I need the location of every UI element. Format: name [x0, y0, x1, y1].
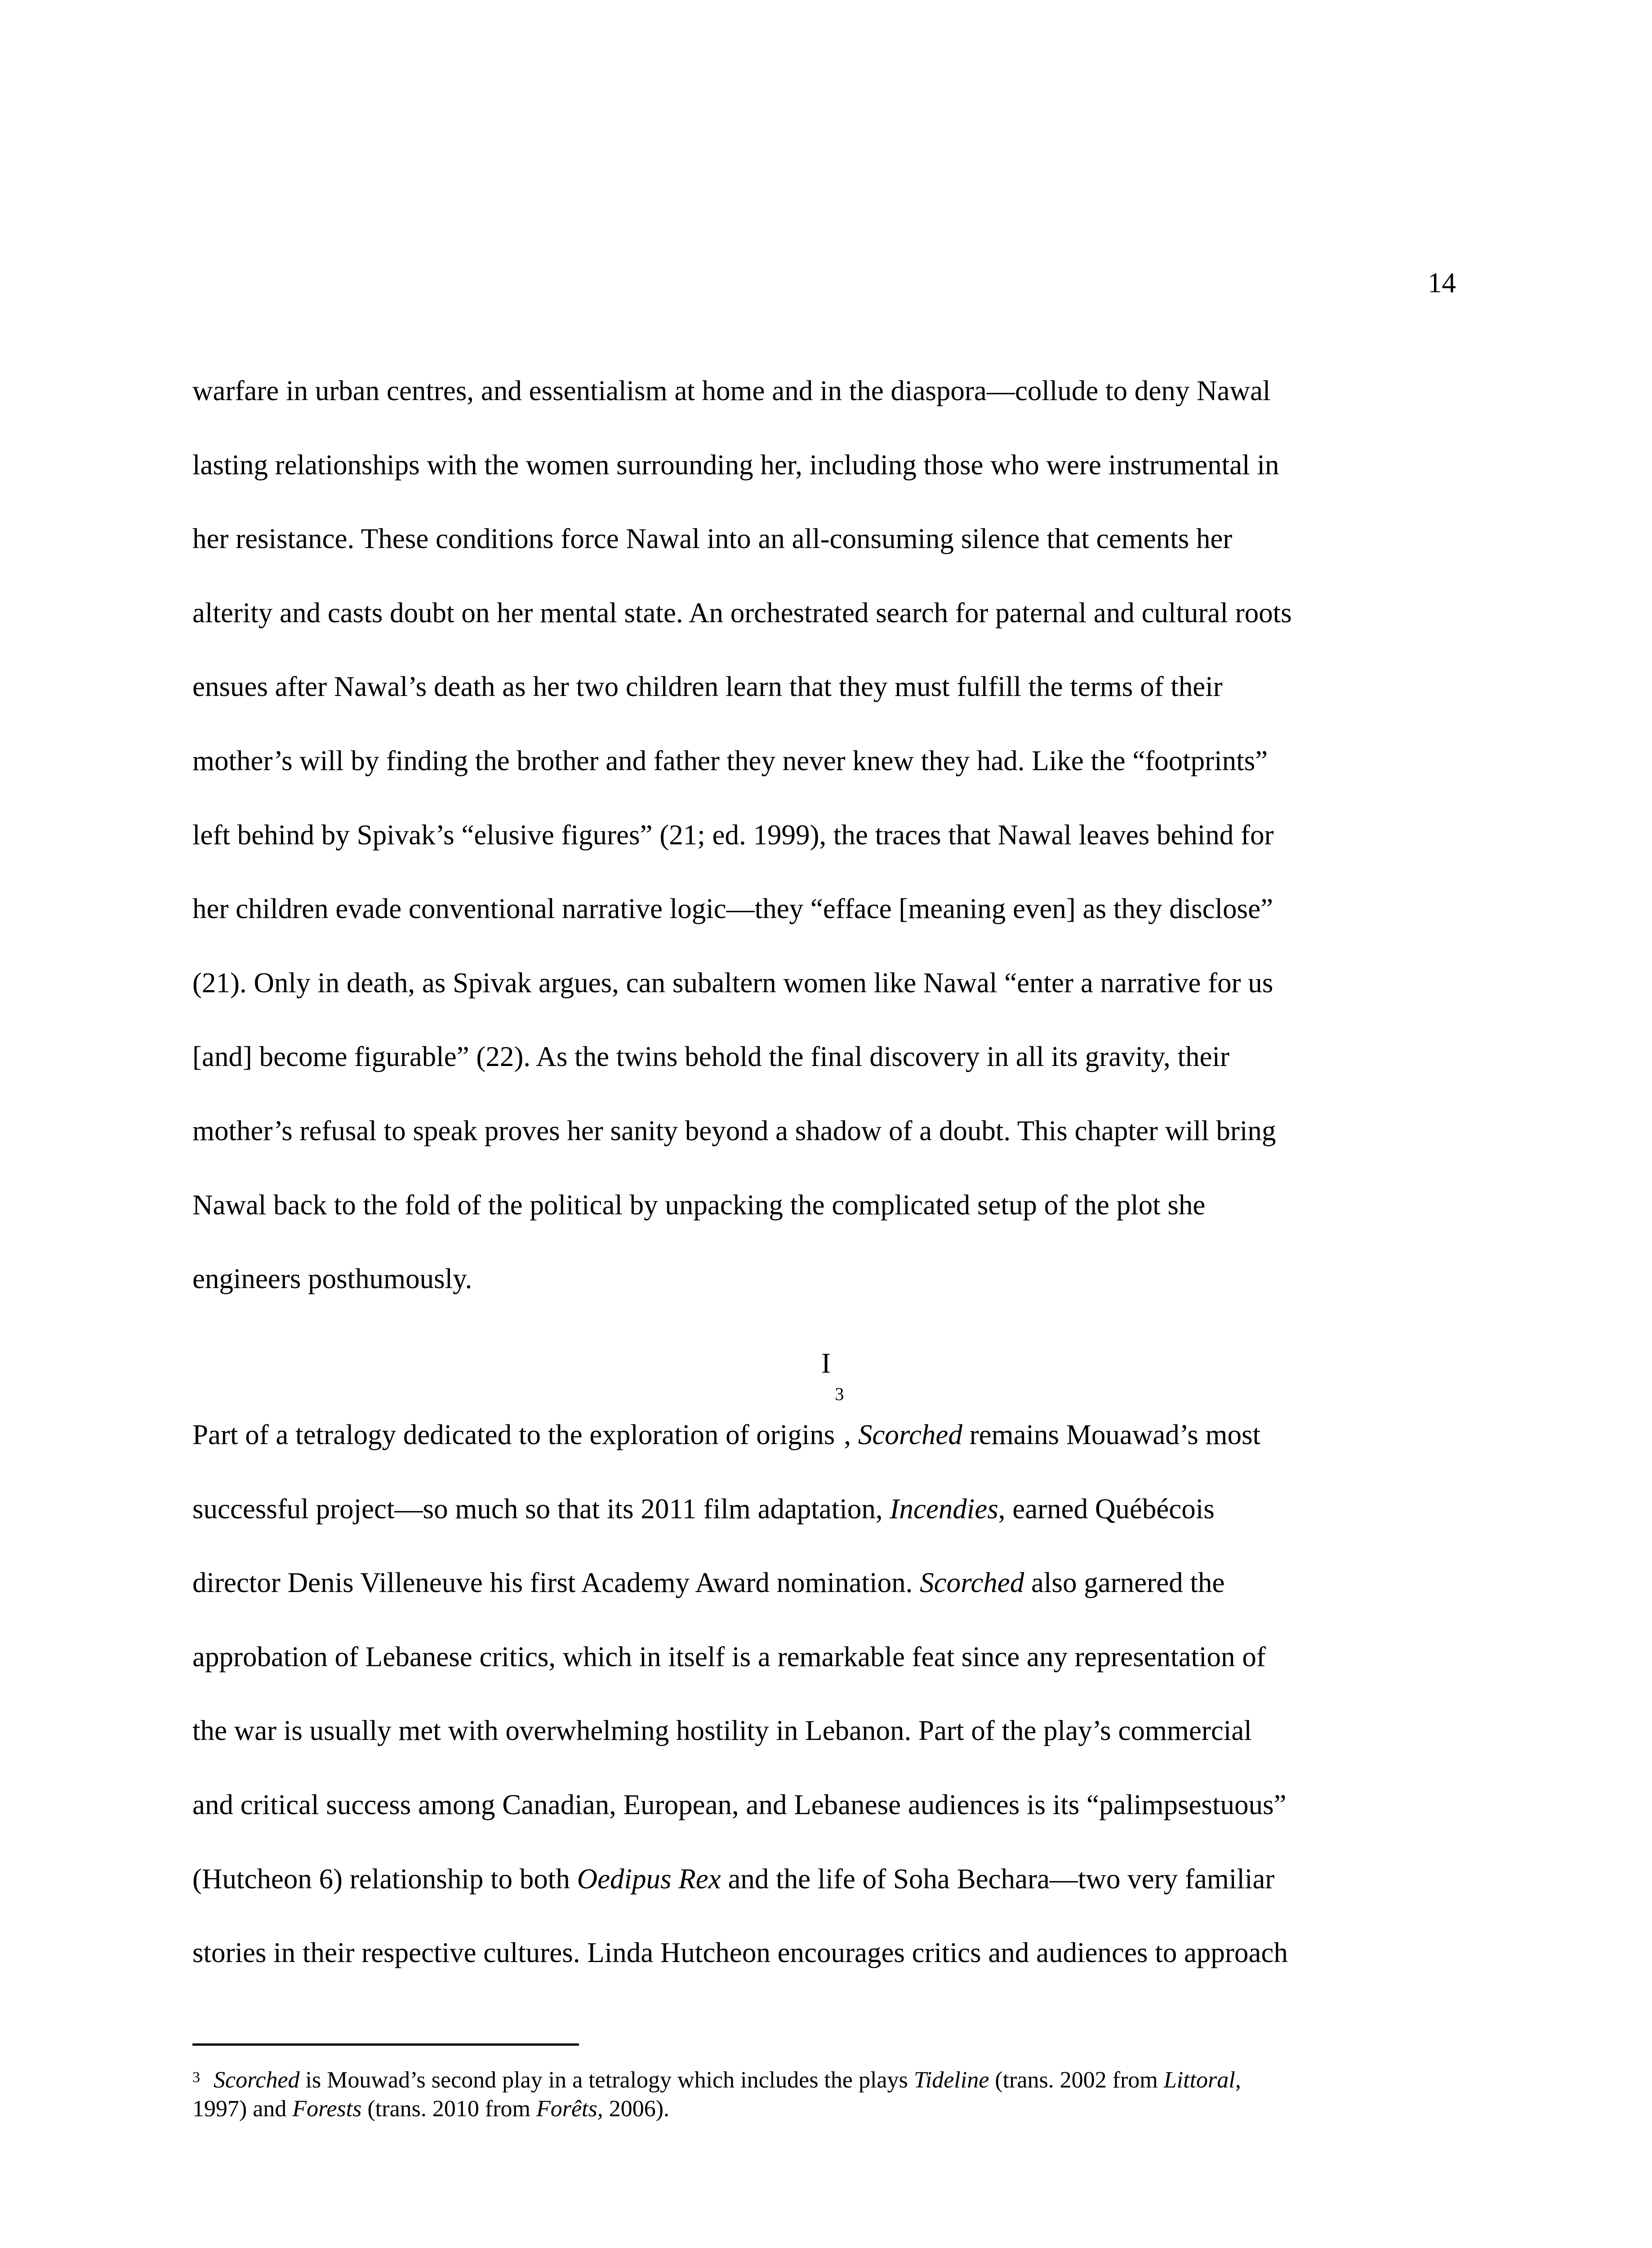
footnote-line: [192, 2066, 1487, 2095]
text-line: [192, 576, 1487, 650]
italic-title: Scorched: [214, 2067, 300, 2093]
italic-title: Forêts,: [536, 2096, 603, 2122]
page-number: 14: [1428, 267, 1456, 299]
text-line: [192, 1916, 1487, 1990]
text-line: [192, 1472, 1487, 1546]
text-run: stories in their respective cultures. Linda Hutcheon encourages critics and audiences to approach: [192, 1937, 1288, 1969]
italic-title: Scorched: [858, 1419, 962, 1450]
text-run: warfare in urban centres, and essentialism at home and in the diaspora—collude to deny Nawal: [192, 375, 1271, 406]
text-run: mother’s will by finding the brother and father they never knew they had. Like the “footprints”: [192, 745, 1268, 776]
text-run: mother’s refusal to speak proves her sanity beyond a shadow of a doubt. This chapter will bring: [192, 1115, 1276, 1146]
text-run: (Hutcheon 6) relationship to both: [192, 1863, 577, 1895]
text-line: [192, 1546, 1487, 1620]
italic-title: Incendies: [890, 1493, 998, 1525]
body-paragraph-2: [192, 1384, 1487, 1990]
text-run: ,: [844, 1419, 858, 1450]
text-line: [192, 1384, 1487, 1472]
text-run: (trans. 2010 from: [361, 2096, 536, 2122]
italic-title: Tideline: [913, 2067, 989, 2093]
footnote-line: [192, 2095, 1487, 2123]
text-run: her resistance. These conditions force Nawal into an all-consuming silence that cements her: [192, 523, 1233, 555]
text-run: alterity and casts doubt on her mental state. An orchestrated search for paternal and cultural roots: [192, 597, 1292, 629]
footnote: [192, 2066, 1487, 2123]
text-line: [192, 798, 1487, 872]
text-run: engineers posthumously.: [192, 1263, 472, 1295]
text-run: lasting relationships with the women surrounding her, including those who were instrumental in: [192, 449, 1279, 481]
text-line: [192, 724, 1487, 798]
text-line: [192, 872, 1487, 946]
text-line: [192, 354, 1487, 428]
text-line: [192, 502, 1487, 576]
text-run: (21). Only in death, as Spivak argues, can subaltern women like Nawal “enter a narrative for us: [192, 967, 1274, 999]
section-heading: I: [821, 1347, 831, 1379]
text-run: , earned Québécois: [998, 1493, 1215, 1525]
text-run: 2006).: [603, 2096, 670, 2122]
text-run: is Mouwad’s second play in a tetralogy which includes the plays: [299, 2067, 914, 2093]
text-run: her children evade conventional narrative logic—they “efface [meaning even] as they disclose”: [192, 893, 1273, 925]
text-line: [192, 946, 1487, 1020]
text-line: [192, 428, 1487, 502]
text-run: successful project—so much so that its 2011 film adaptation,: [192, 1493, 890, 1525]
text-line: [192, 1168, 1487, 1242]
text-run: ,: [1235, 2067, 1241, 2093]
text-run: 1997) and: [192, 2096, 293, 2122]
text-run: Nawal back to the fold of the political by unpacking the complicated setup of the plot she: [192, 1189, 1206, 1221]
italic-title: Littoral: [1163, 2067, 1235, 2093]
text-run: and the life of Soha Bechara—two very familiar: [721, 1863, 1275, 1895]
text-run: ensues after Nawal’s death as her two children learn that they must fulfill the terms of their: [192, 671, 1223, 703]
text-line: [192, 1020, 1487, 1094]
footnote-reference[interactable]: 3: [835, 1384, 844, 1404]
text-run: and critical success among Canadian, European, and Lebanese audiences is its “palimpsestuous”: [192, 1789, 1287, 1820]
text-line: [192, 1768, 1487, 1842]
text-line: [192, 1620, 1487, 1694]
footnote-marker: 3: [192, 2069, 200, 2086]
body-paragraph-1: [192, 354, 1487, 1316]
text-line: [192, 1242, 1487, 1316]
footnote-separator: [192, 2043, 579, 2046]
italic-title: Forests: [292, 2096, 362, 2122]
text-run: also garnered the: [1024, 1567, 1225, 1599]
text-run: [and] become figurable” (22). As the twins behold the final discovery in all its gravity, their: [192, 1041, 1230, 1073]
text-line: [192, 650, 1487, 724]
text-run: Part of a tetralogy dedicated to the exploration of origins: [192, 1419, 835, 1450]
italic-title: Oedipus Rex: [577, 1863, 721, 1895]
text-run: left behind by Spivak’s “elusive figures” (21; ed. 1999), the traces that Nawal leaves behind for: [192, 819, 1274, 851]
text-run: (trans. 2002 from: [989, 2067, 1164, 2093]
text-run: the war is usually met with overwhelming hostility in Lebanon. Part of the play’s commercial: [192, 1715, 1252, 1747]
italic-title: Scorched: [920, 1567, 1024, 1599]
text-line: [192, 1094, 1487, 1168]
text-run: remains Mouawad’s most: [962, 1419, 1261, 1450]
text-line: [192, 1694, 1487, 1768]
text-run: director Denis Villeneuve his first Academy Award nomination.: [192, 1567, 920, 1599]
text-run: approbation of Lebanese critics, which in itself is a remarkable feat since any representation of: [192, 1641, 1266, 1673]
text-line: [192, 1842, 1487, 1916]
